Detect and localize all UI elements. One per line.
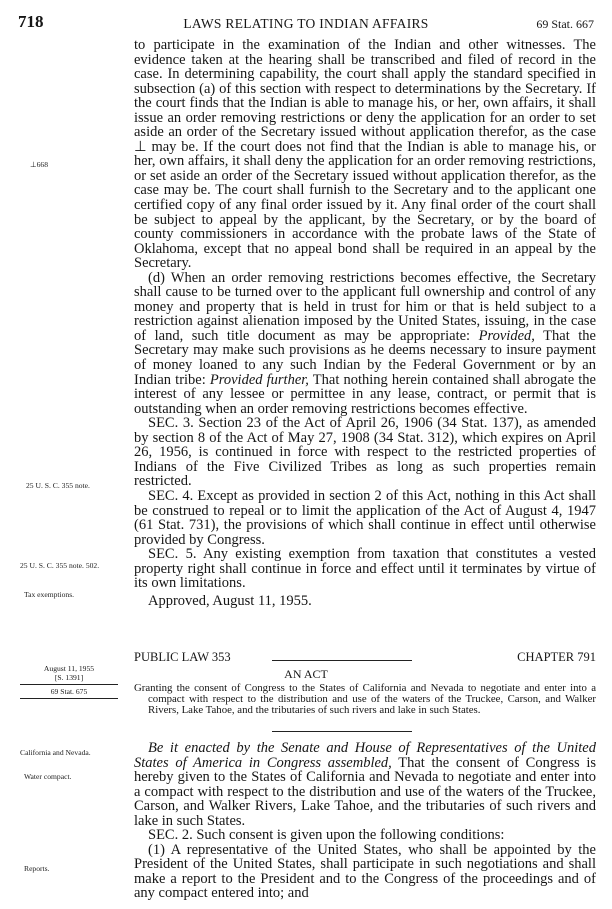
body-text-bottom — [134, 741, 596, 901]
enacting-text: That the consent of Congress is hereby given to the States of California and Nevada to negotiate and enter into a compact with respect to the distribution and use of the waters of the Truckee, Carson, and Walker Rivers, Lake Tahoe, and the tributaries of such rivers and lake in such States. — [134, 754, 596, 829]
an-act-heading: AN ACT — [284, 667, 328, 681]
public-law-label: PUBLIC LAW 353 — [134, 650, 231, 664]
margin-date: August 11, 1955 — [43, 664, 95, 673]
margin-usc-note-502: 25 U. S. C. 355 note. 502. — [20, 561, 100, 570]
paragraph-sec-3: SEC. 3. Section 23 of the Act of April 26, 1906 (34 Stat. 137), as amended by section 8 of the Act of May 27, 1908 (34 Stat. 312), which expires on April 26, 1956, is continued in force with respect to the restricted properties of Indians of the Five Civilized Tribes as long as such properties remain restricted. — [134, 415, 596, 490]
stat-reference: 69 Stat. 667 — [536, 17, 594, 31]
provided-further-label: Provided further, — [209, 371, 309, 388]
margin-divider — [20, 698, 118, 699]
margin-page-mark: ⊥668 — [30, 160, 49, 169]
margin-tax-exemptions: Tax exemptions. — [24, 590, 75, 599]
margin-usc-note: 25 U. S. C. 355 note. — [26, 481, 90, 490]
paragraph-sec-4: SEC. 4. Except as provided in section 2 of this Act, nothing in this Act shall be construed to repeal or to limit the application of the Act of August 4, 1947 (61 Stat. 731), the provisions of which shall continue in effect until otherwise provided by Congress. — [134, 487, 596, 548]
paragraph-continuation: to participate in the examination of the Indian and other witnesses. The evidence taken at the hearing shall be transcribed and filed of record in the case. In determining capability, the court shall apply the standard specified in subsection (a) of this section with respect to determinations by the Secretary. If the court finds that the Indian is able to manage his, or her, own affairs, it shall issue an order removing restrictions or deny the application for an order to set aside an order of the Secretary issued without application therefor, as the case ⊥ may be. If the court does not find that the Indian is able to manage his, or her, own affairs, it shall deny the application for an order removing restrictions, or set aside an order of the Secretary issued without application therefor, as the case may be. The court shall furnish to the Secretary and to the applicant one certified copy of any final order issued by it. Any final order of the court shall be subject to appeal by the applicant, by the Secretary, or by the board of county commissioners in accordance with the probate laws of the State of Oklahoma, except that no appeal bond shall be required in an appeal by the Secretary. — [134, 37, 596, 272]
margin-bill-number: [S. 1391] — [54, 673, 84, 682]
enacting-italic: Be it enacted by the Senate and House of Representatives of the United States of America in Congress assembled, — [134, 740, 596, 771]
margin-stat: 69 Stat. 675 — [50, 687, 88, 696]
running-title: LAWS RELATING TO INDIAN AFFAIRS — [183, 16, 429, 31]
margin-enactment-box — [20, 664, 118, 701]
subsection-d-text: (d) When an order removing restrictions becomes effective, the Secretary shall cause to be turned over to the applicant full ownership and control of any money and property that is held in trust for him or that is held subject to a restriction against alienation imposed by the United States, issuing, in the case of land, such title document as may be appropriate: — [134, 269, 596, 344]
margin-california-nevada: California and Nevada. — [20, 748, 91, 757]
page-number: 718 — [18, 12, 44, 31]
provided-label: Provided, — [478, 327, 535, 344]
enacting-clause — [134, 741, 596, 828]
paragraph-sec-5: SEC. 5. Any existing exemption from taxation that constitutes a vested property right shall continue in force and effect until it terminates by virtue of its own limitations. — [134, 546, 596, 592]
paragraph-subsection-d — [134, 271, 596, 416]
margin-reports: Reports. — [24, 864, 50, 873]
provided-further-text: That nothing herein contained shall abrogate the interest of any lessee or permittee in any lease, contract, or permit that is outstanding when an order removing restrictions becomes effective. — [134, 371, 596, 417]
act-summary — [134, 683, 596, 717]
chapter-label: CHAPTER 791 — [517, 650, 596, 664]
approved-date: Approved, August 11, 1955. — [148, 592, 312, 609]
divider-rule — [272, 660, 412, 661]
paragraph-sec-2: SEC. 2. Such consent is given upon the following conditions: — [148, 827, 505, 844]
divider-rule — [272, 731, 412, 732]
margin-divider — [20, 684, 118, 685]
paragraph-condition-1: (1) A representative of the United States, who shall be appointed by the President of the United States, shall participate in such negotiations and shall make a report to the President and to the Congress of the proceedings and of any compact entered into; and — [134, 841, 596, 902]
act-summary-text: Granting the consent of Congress to the States of California and Nevada to negotiate and enter into a compact with respect to the distribution and use of the waters of the Truckee, Carson, and Walker Rivers, Lake Tahoe, and the tributaries of such rivers and lake in such States. — [134, 682, 596, 717]
margin-water-compact: Water compact. — [24, 772, 72, 781]
body-text-top — [134, 38, 596, 608]
provided-text: That the Secretary may make such provisions as he deems necessary to insure payment of money loaned to any such Indian by the Federal Government or by an Indian tribe: — [134, 327, 596, 388]
